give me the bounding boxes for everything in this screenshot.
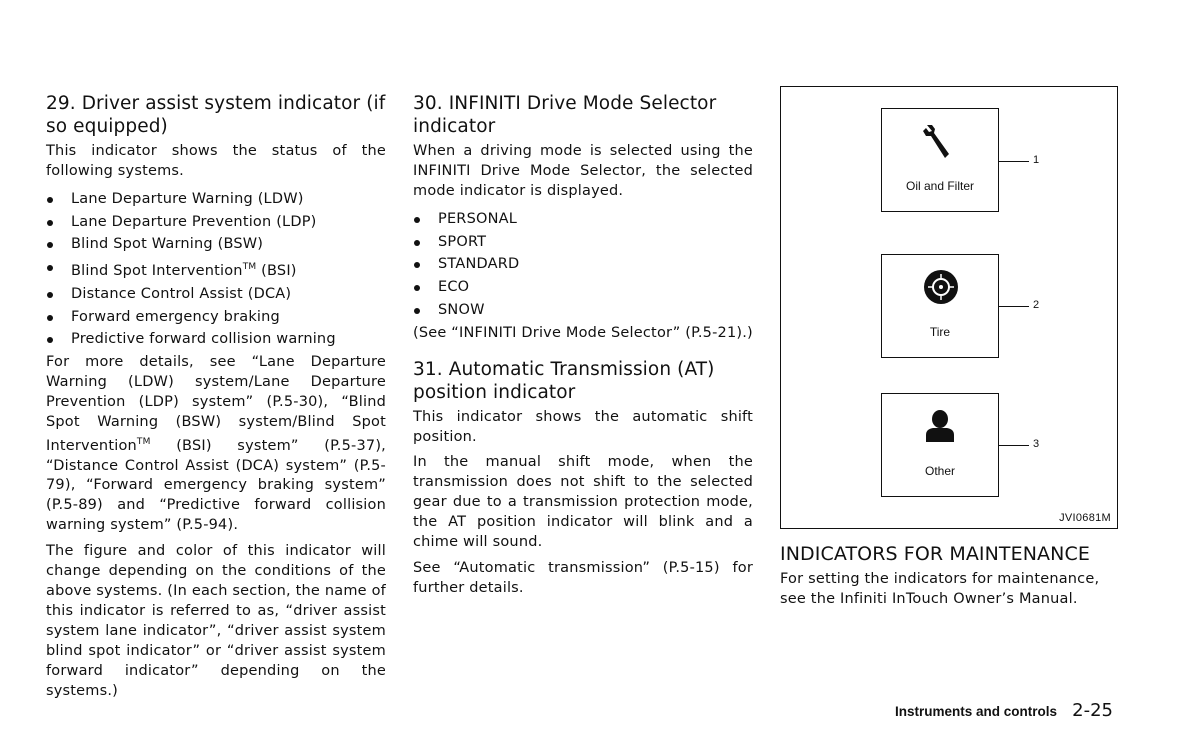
bsi-suffix: (BSI) <box>256 263 297 280</box>
page-number: 2-25 <box>1072 700 1113 721</box>
callout-number: 1 <box>1033 154 1040 166</box>
list-item: Lane Departure Prevention (LDP) <box>46 211 386 234</box>
list-item-bsi <box>46 256 386 283</box>
indicator-label: Other <box>924 464 955 478</box>
indicator-label: Tire <box>929 325 951 339</box>
trademark: TM <box>136 436 151 447</box>
wrench-icon <box>923 123 957 161</box>
at-paragraph: This indicator shows the automatic shift position. <box>413 408 753 445</box>
details-part-b: (BSI) system” (P.5-37), “Distance Control Assist (DCA) system” (P.5-79), “Forward emergency braking system” (P.5-89) and “Predictive forward collision warning system” (P.5-94). <box>46 437 386 534</box>
indicator-box-other <box>881 393 999 497</box>
callout-number: 2 <box>1033 299 1040 311</box>
leader-line <box>999 306 1029 307</box>
list-item: Forward emergency braking <box>46 306 386 329</box>
person-icon <box>923 408 957 444</box>
intro-paragraph: This indicator shows the status of the following systems. <box>46 143 386 179</box>
column-maintenance <box>780 92 1118 616</box>
list-item: STANDARD <box>413 253 753 276</box>
column-drive-mode <box>413 92 753 605</box>
figure-note-paragraph: The figure and color of this indicator will change depending on the conditions of the above systems. (In each section, the name of this indicator is referred to as, “driver assist system lane indicator”, “driver assist system blind spot indicator” or “driver assist system forward indicator” depending on the systems.) <box>46 543 386 699</box>
see-transmission: See “Automatic transmission” (P.5-15) for further details. <box>413 559 753 596</box>
column-driver-assist <box>46 92 386 707</box>
drive-mode-paragraph: When a driving mode is selected using the INFINITI Drive Mode Selector, the selected mode indicator is displayed. <box>413 143 753 199</box>
page-footer <box>895 700 1113 721</box>
heading-drive-mode: 30. INFINITI Drive Mode Selector indicator <box>413 93 717 137</box>
leader-line <box>999 161 1029 162</box>
list-item: Predictive forward collision warning <box>46 328 386 351</box>
indicator-label: Oil and Filter <box>905 179 975 193</box>
systems-list <box>46 188 386 351</box>
maintenance-figure <box>780 86 1118 529</box>
see-drive-mode: (See “INFINITI Drive Mode Selector” (P.5-21).) <box>413 324 753 341</box>
details-paragraph <box>46 353 386 536</box>
indicator-box-oil <box>881 108 999 212</box>
heading-at-position: 31. Automatic Transmission (AT) position indicator <box>413 358 715 403</box>
leader-line <box>999 445 1029 446</box>
list-item: Distance Control Assist (DCA) <box>46 283 386 306</box>
list-item: Blind Spot Warning (BSW) <box>46 233 386 256</box>
heading-maintenance: INDICATORS FOR MAINTENANCE <box>780 543 1090 565</box>
bsi-label: Blind Spot Intervention <box>71 263 243 280</box>
details-part-a: For more details, see “Lane Departure Warning (LDW) system/Lane Departure Prevention (LDP) system” (P.5-30), “Blind Spot Warning (BSW) system/Blind Spot Intervention <box>46 354 386 454</box>
manual-shift-paragraph: In the manual shift mode, when the transmission does not shift to the selected gear due to a transmission protection mode, the AT position indicator will blink and a chime will sound. <box>413 454 753 551</box>
figure-code: JVI0681M <box>1059 512 1111 524</box>
maintenance-paragraph: For setting the indicators for maintenance, see the Infiniti InTouch Owner’s Manual. <box>780 571 1100 607</box>
callout-number: 3 <box>1033 438 1040 450</box>
list-item: SPORT <box>413 231 753 254</box>
modes-list <box>413 208 753 322</box>
heading-driver-assist: 29. Driver assist system indicator (if so equipped) <box>46 93 386 137</box>
list-item: SNOW <box>413 299 753 322</box>
indicator-box-tire <box>881 254 999 358</box>
list-item: PERSONAL <box>413 208 753 231</box>
tire-icon <box>923 269 959 305</box>
section-name: Instruments and controls <box>895 704 1058 719</box>
list-item: ECO <box>413 276 753 299</box>
trademark: TM <box>242 262 257 273</box>
list-item: Lane Departure Warning (LDW) <box>46 188 386 211</box>
